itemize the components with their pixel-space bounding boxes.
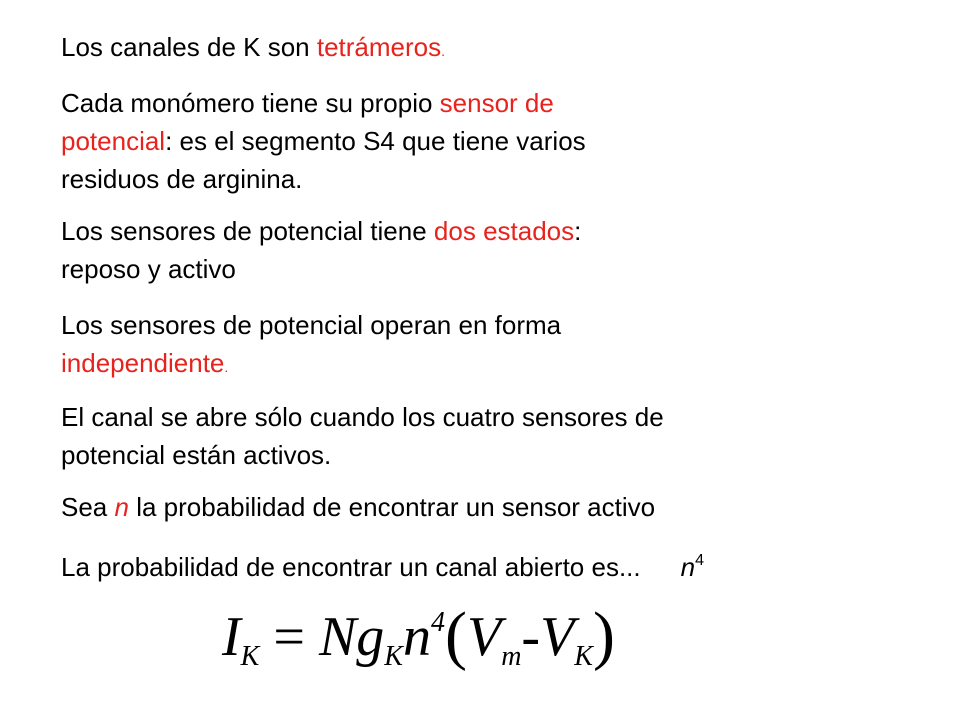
- highlight-independiente: independiente: [61, 348, 225, 378]
- paragraph-probability-channel: La probabilidad de encontrar un canal abierto es... $n^4$: [61, 552, 704, 582]
- highlight-dos-estados: dos estados: [433, 216, 575, 246]
- variable-n: n: [114, 492, 129, 522]
- paragraph-tetramers: Los canales de K son tetrámeros.: [61, 32, 445, 62]
- paragraph-monomer-line1: Cada monómero tiene su propio sensor de: [61, 88, 554, 118]
- highlight-tetrameros: tetrámeros: [316, 32, 442, 62]
- current-equation: $I_K = Ng_Kn^4(V_m-V_K)$: [222, 599, 615, 672]
- paragraph-probability-n: Sea n la probabilidad de encontrar un sensor activo: [61, 492, 656, 522]
- paragraph-opens-line1: El canal se abre sólo cuando los cuatro sensores de: [61, 402, 664, 432]
- paragraph-states-line2: reposo y activo: [61, 254, 236, 284]
- highlight-potencial: potencial: [61, 126, 166, 156]
- paragraph-independent-line1: Los sensores de potencial operan en forma: [61, 310, 562, 340]
- paragraph-states-line1: Los sensores de potencial tiene dos estados:: [61, 216, 582, 246]
- paragraph-opens-line2: potencial están activos.: [61, 440, 332, 470]
- paragraph-monomer-line2: potencial: es el segmento S4 que tiene varios: [61, 126, 586, 156]
- variable-n-power: n: [680, 552, 696, 582]
- paragraph-independent-line2: independiente.: [61, 348, 229, 378]
- paragraph-monomer-line3: residuos de arginina.: [61, 164, 303, 194]
- highlight-sensor: sensor de: [439, 88, 554, 118]
